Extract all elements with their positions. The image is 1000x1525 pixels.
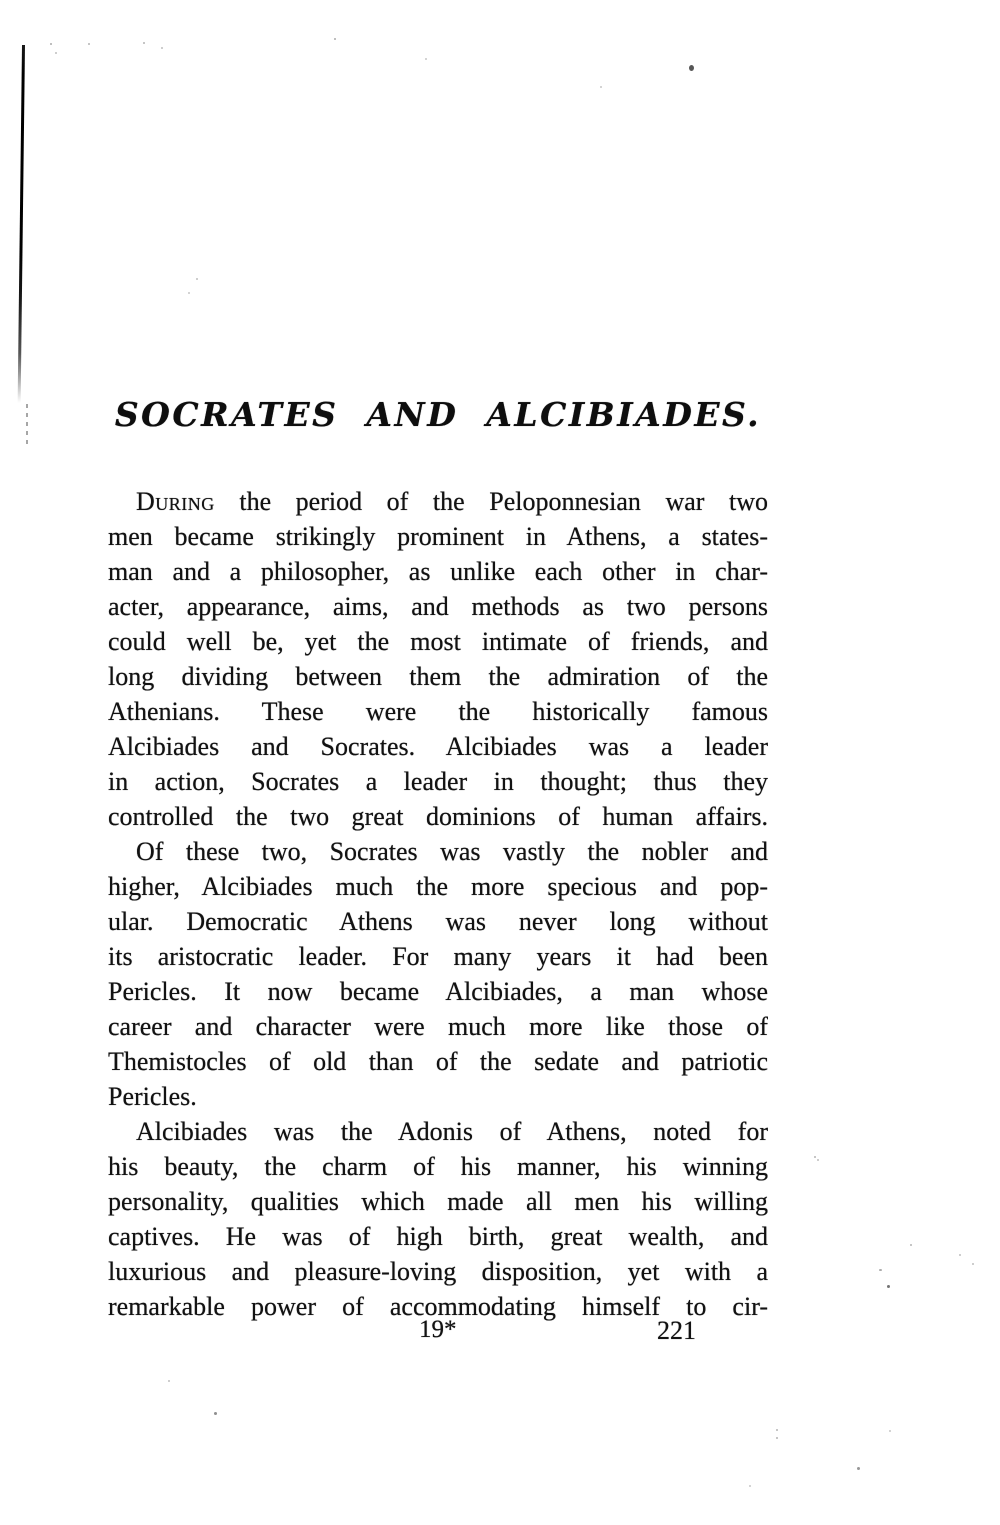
paragraph (108, 834, 768, 1114)
text-line: man and a philosopher, as unlike each other in char- (108, 557, 768, 586)
lead-word-smallcaps: During (136, 487, 215, 516)
text-line: its aristocratic leader. For many years it had been (108, 942, 768, 971)
scan-speck (889, 1430, 891, 1432)
text-line: Alcibiades was the Adonis of Athens, noted for (136, 1117, 768, 1146)
text-line: ular. Democratic Athens was never long without (108, 907, 768, 936)
text-line: personality, qualities which made all men his willing (108, 1187, 768, 1216)
text-line: remarkable power of accommodating himself to cir- (108, 1292, 768, 1321)
text-line: Of these two, Socrates was vastly the nobler and (136, 837, 768, 866)
scan-edge-line-tail (26, 404, 28, 448)
scan-speck (214, 1412, 217, 1415)
text-line: could well be, yet the most intimate of friends, and (108, 627, 768, 656)
text-line: captives. He was of high birth, great wealth, and (108, 1222, 768, 1251)
scan-speck (857, 1467, 860, 1470)
scan-edge-line (18, 45, 25, 403)
text-line: Pericles. It now became Alcibiades, a man whose (108, 977, 768, 1006)
paragraph (108, 1114, 768, 1324)
printer-signature-mark: 19* (419, 1316, 457, 1343)
text-line: long dividing between them the admiration of the (108, 662, 768, 691)
text-line: Athenians. These were the historically famous (108, 697, 768, 726)
scan-speck (50, 43, 52, 45)
scan-speck (168, 1380, 170, 1382)
text-line: higher, Alcibiades much the more specious and pop- (108, 872, 768, 901)
scan-speck (689, 65, 694, 71)
scan-speck (196, 278, 198, 280)
scan-speck (188, 292, 190, 294)
text-line: in action, Socrates a leader in thought; thus they (108, 767, 768, 796)
scan-speck (425, 58, 427, 60)
scan-speck (55, 52, 57, 54)
page-number: 221 (657, 1316, 696, 1345)
scan-speck (776, 1429, 778, 1431)
text-line: Pericles. (108, 1082, 197, 1111)
scan-speck (879, 1269, 882, 1271)
scan-speck (161, 47, 163, 49)
text-line: Alcibiades and Socrates. Alcibiades was a leader (108, 732, 768, 761)
scan-speck (972, 1263, 974, 1265)
scan-speck (143, 42, 145, 44)
scan-speck (749, 1485, 751, 1487)
scan-speck (88, 43, 90, 45)
page-title: SOCRATES AND ALCIBIADES. (114, 395, 762, 434)
scan-speck (334, 38, 336, 40)
scan-speck (600, 86, 602, 88)
text-line: acter, appearance, aims, and methods as two persons (108, 592, 768, 621)
scan-speck (910, 1244, 912, 1246)
scan-speck (817, 1159, 819, 1161)
text-line: controlled the two great dominions of human affairs. (108, 802, 768, 831)
scan-speck (776, 1437, 778, 1439)
text-line: his beauty, the charm of his manner, his winning (108, 1152, 768, 1181)
scan-speck (887, 1285, 890, 1288)
scan-speck (959, 1254, 961, 1256)
text-line: luxurious and pleasure-loving disposition, yet with a (108, 1257, 768, 1286)
text-line: During the period of the Peloponnesian war two (136, 487, 768, 516)
text-line: career and character were much more like those of (108, 1012, 768, 1041)
text-line: Themistocles of old than of the sedate and patriotic (108, 1047, 768, 1076)
paragraph (108, 484, 768, 834)
text-line: men became strikingly prominent in Athens, a states- (108, 522, 768, 551)
page-body (108, 484, 768, 1324)
scan-speck (814, 1156, 816, 1158)
